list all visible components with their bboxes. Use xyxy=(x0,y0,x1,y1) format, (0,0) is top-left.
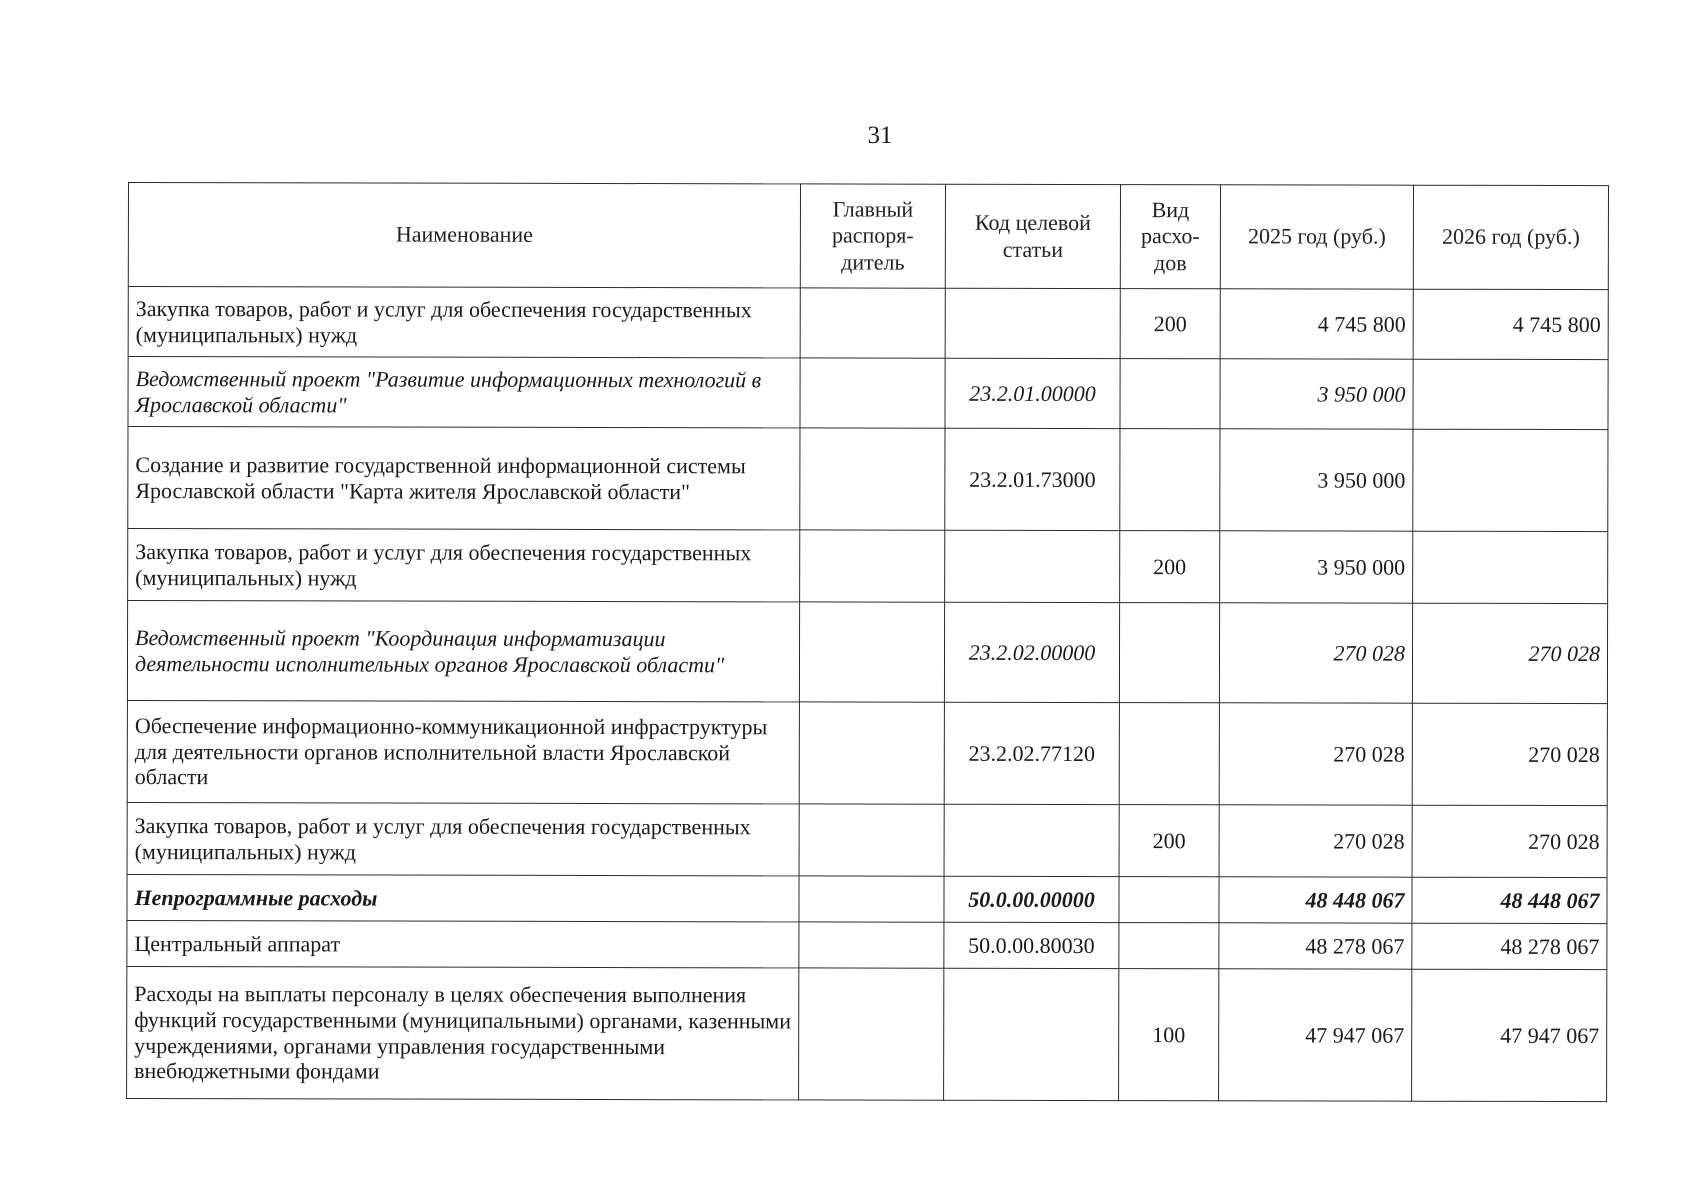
cell-2026: 4 745 800 xyxy=(1413,289,1608,359)
cell-2026: 48 448 067 xyxy=(1412,877,1607,923)
cell-code xyxy=(945,530,1120,602)
cell-2025: 48 448 067 xyxy=(1219,877,1412,923)
cell-code xyxy=(944,804,1119,876)
cell-2025: 270 028 xyxy=(1219,703,1412,805)
cell-code: 23.2.01.00000 xyxy=(945,358,1120,428)
cell-code: 50.0.00.00000 xyxy=(944,876,1119,922)
cell-2025: 3 950 000 xyxy=(1220,359,1413,429)
cell-type xyxy=(1119,603,1219,703)
cell-2025: 3 950 000 xyxy=(1220,531,1413,603)
cell-2025: 270 028 xyxy=(1219,603,1412,703)
cell-name: Обеспечение информационно-коммуникационной инфраструктуры для деятельности органов исполнительной власти Ярославской области xyxy=(127,700,799,803)
cell-2026: 270 028 xyxy=(1412,703,1607,805)
cell-2025: 4 745 800 xyxy=(1220,289,1413,359)
cell-type: 200 xyxy=(1120,531,1220,603)
cell-name: Закупка товаров, работ и услуг для обеспечения государственных (муниципальных) нужд xyxy=(128,529,800,602)
cell-name: Ведомственный проект "Развитие информационных технологий в Ярославской области" xyxy=(128,357,800,428)
cell-2025: 47 947 067 xyxy=(1219,969,1412,1101)
header-name: Наименование xyxy=(128,183,800,288)
cell-2025: 48 278 067 xyxy=(1219,923,1412,969)
cell-name: Непрограммные расходы xyxy=(127,874,799,921)
cell-manager xyxy=(799,702,944,804)
cell-code: 23.2.02.00000 xyxy=(944,602,1119,702)
table-row xyxy=(127,966,1607,1101)
page-number: 31 xyxy=(867,122,893,149)
cell-type xyxy=(1119,923,1219,969)
table-body xyxy=(127,287,1609,1102)
cell-2026 xyxy=(1413,531,1608,603)
cell-2026 xyxy=(1413,429,1608,531)
cell-2026: 47 947 067 xyxy=(1412,969,1607,1101)
cell-manager xyxy=(800,358,945,428)
table-row xyxy=(127,874,1607,923)
cell-2026: 48 278 067 xyxy=(1412,923,1607,969)
cell-name: Закупка товаров, работ и услуг для обеспечения государственных (муниципальных) нужд xyxy=(127,802,799,875)
cell-name: Закупка товаров, работ и услуг для обеспечения государственных (муниципальных) нужд xyxy=(128,287,800,358)
header-type: Вид расхо-дов xyxy=(1120,185,1220,289)
table-row xyxy=(128,427,1608,532)
cell-name: Центральный аппарат xyxy=(127,920,799,967)
cell-manager xyxy=(799,602,944,702)
cell-manager xyxy=(799,804,944,876)
table-row xyxy=(128,529,1608,604)
budget-table xyxy=(126,182,1609,1102)
cell-type: 200 xyxy=(1120,289,1220,359)
cell-2026: 270 028 xyxy=(1412,603,1607,703)
cell-name: Ведомственный проект "Координация информатизации деятельности исполнительных органов Ярославской области" xyxy=(127,601,799,702)
header-2025: 2025 год (руб.) xyxy=(1220,185,1413,289)
cell-manager xyxy=(800,288,945,358)
cell-name: Создание и развитие государственной информационной системы Ярославской области "Карта жителя Ярославской области" xyxy=(128,427,800,530)
table-row xyxy=(127,601,1607,704)
table-row xyxy=(128,357,1608,430)
cell-type: 100 xyxy=(1119,969,1219,1101)
cell-manager xyxy=(799,876,944,922)
cell-2026 xyxy=(1413,359,1608,429)
cell-type xyxy=(1119,703,1219,805)
cell-code xyxy=(945,288,1120,358)
cell-2025: 3 950 000 xyxy=(1220,429,1413,531)
cell-code: 23.2.01.73000 xyxy=(945,428,1120,530)
table-row xyxy=(128,287,1608,360)
cell-code: 50.0.00.80030 xyxy=(944,922,1119,968)
table-row xyxy=(127,802,1607,877)
table-row xyxy=(127,700,1607,805)
cell-2025: 270 028 xyxy=(1219,805,1412,877)
cell-type: 200 xyxy=(1119,805,1219,877)
cell-manager xyxy=(799,968,944,1100)
cell-2026: 270 028 xyxy=(1412,805,1607,877)
cell-type xyxy=(1120,359,1220,429)
header-2026: 2026 год (руб.) xyxy=(1413,185,1608,289)
header-code: Код целевой статьи xyxy=(945,184,1120,288)
table-row xyxy=(127,920,1607,969)
header-manager: Главный распоря-дитель xyxy=(800,184,945,288)
cell-code: 23.2.02.77120 xyxy=(944,702,1119,804)
cell-type xyxy=(1119,877,1219,923)
cell-code xyxy=(944,968,1119,1100)
cell-type xyxy=(1120,429,1220,531)
cell-manager xyxy=(800,530,945,602)
cell-manager xyxy=(799,922,944,968)
table-header-row xyxy=(128,183,1608,290)
cell-manager xyxy=(800,428,945,530)
cell-name: Расходы на выплаты персоналу в целях обеспечения выполнения функций государственными (муниципальными) органами, казенными учреждениями, органами управления государственными внебюджетными фондами xyxy=(127,966,799,1099)
